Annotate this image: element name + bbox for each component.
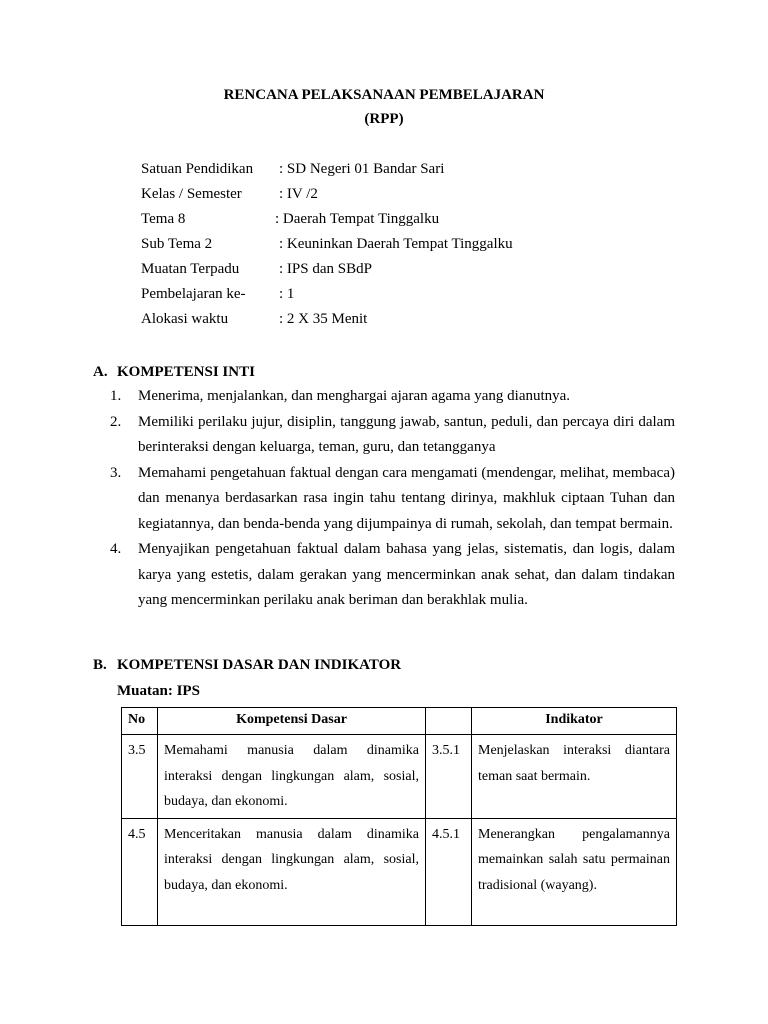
section-b-heading xyxy=(93,657,401,674)
info-value: : 1 xyxy=(279,286,295,302)
table-cell: 4.5.1 xyxy=(426,818,472,925)
column-header: Kompetensi Dasar xyxy=(158,708,426,735)
table-cell: Memahami manusia dalam dinamika interaksi dengan lingkungan alam, sosial, budaya, dan ekonomi. xyxy=(158,735,426,819)
list-text: Memahami pengetahuan faktual dengan cara mengamati (mendengar, melihat, membaca) dan menanya berdasarkan rasa ingin tahu tentang dirinya, makhluk ciptaan Tuhan dan kegiatannya, dan benda-benda yang dijumpainya di rumah, sekolah, dan tempat bermain. xyxy=(138,464,675,532)
info-value: : IV /2 xyxy=(279,186,318,202)
list-number: 4. xyxy=(110,541,122,557)
section-letter: B. xyxy=(93,657,107,673)
kompetensi-inti-list xyxy=(110,384,675,614)
column-header: No xyxy=(122,708,158,735)
list-text: Menyajikan pengetahuan faktual dalam bahasa yang jelas, sistematis, dan logis, dalam karya yang estetis, dalam gerakan yang mencerminkan anak sehat, dan dalam tindakan yang mencerminkan perilaku anak beriman dan berakhlak mulia. xyxy=(138,541,675,608)
kompetensi-dasar-table xyxy=(121,707,677,926)
column-header xyxy=(426,708,472,735)
document-subtitle: (RPP) xyxy=(364,111,404,127)
info-value: : IPS dan SBdP xyxy=(279,261,372,277)
section-letter: A. xyxy=(93,364,108,380)
list-number: 1. xyxy=(110,388,122,404)
column-header: Indikator xyxy=(472,708,677,735)
table-cell: Menjelaskan interaksi diantara teman saat bermain. xyxy=(472,735,677,819)
info-label: Pembelajaran ke- xyxy=(141,286,246,302)
muatan-label: Muatan: IPS xyxy=(117,683,200,699)
table-cell: 3.5.1 xyxy=(426,735,472,819)
table-header-row xyxy=(122,708,677,735)
info-label: Muatan Terpadu xyxy=(141,261,240,277)
table-row xyxy=(122,818,677,925)
info-label: Satuan Pendidikan xyxy=(141,161,254,177)
info-value: : SD Negeri 01 Bandar Sari xyxy=(279,161,445,177)
list-item xyxy=(110,384,675,410)
table-cell: Menceritakan manusia dalam dinamika interaksi dengan lingkungan alam, sosial, budaya, dan ekonomi. xyxy=(158,818,426,925)
list-item xyxy=(110,461,675,538)
table-cell: Menerangkan pengalamannya memainkan salah satu permainan tradisional (wayang). xyxy=(472,818,677,925)
table-row xyxy=(122,735,677,819)
list-number: 3. xyxy=(110,464,122,481)
table-cell: 4.5 xyxy=(122,818,158,925)
table-cell: 3.5 xyxy=(122,735,158,819)
info-value: : 2 X 35 Menit xyxy=(279,311,368,327)
info-value: : Daerah Tempat Tinggalku xyxy=(275,211,440,227)
section-title: KOMPETENSI DASAR DAN INDIKATOR xyxy=(117,657,402,673)
section-a-heading xyxy=(93,364,255,381)
list-item xyxy=(110,410,675,461)
info-label: Alokasi waktu xyxy=(141,311,229,327)
list-item xyxy=(110,537,675,614)
section-title: KOMPETENSI INTI xyxy=(117,364,255,380)
info-label: Tema 8 xyxy=(141,211,186,227)
info-label: Sub Tema 2 xyxy=(141,236,213,252)
info-value: : Keuninkan Daerah Tempat Tinggalku xyxy=(279,236,513,252)
list-text: Menerima, menjalankan, dan menghargai ajaran agama yang dianutnya. xyxy=(138,388,571,404)
list-number: 2. xyxy=(110,413,122,430)
info-label: Kelas / Semester xyxy=(141,186,242,202)
list-text: Memiliki perilaku jujur, disiplin, tanggung jawab, santun, peduli, dan percaya diri dalam berinteraksi dengan keluarga, teman, guru, dan tetangganya xyxy=(138,413,675,455)
document-title: RENCANA PELAKSANAAN PEMBELAJARAN xyxy=(223,87,545,103)
